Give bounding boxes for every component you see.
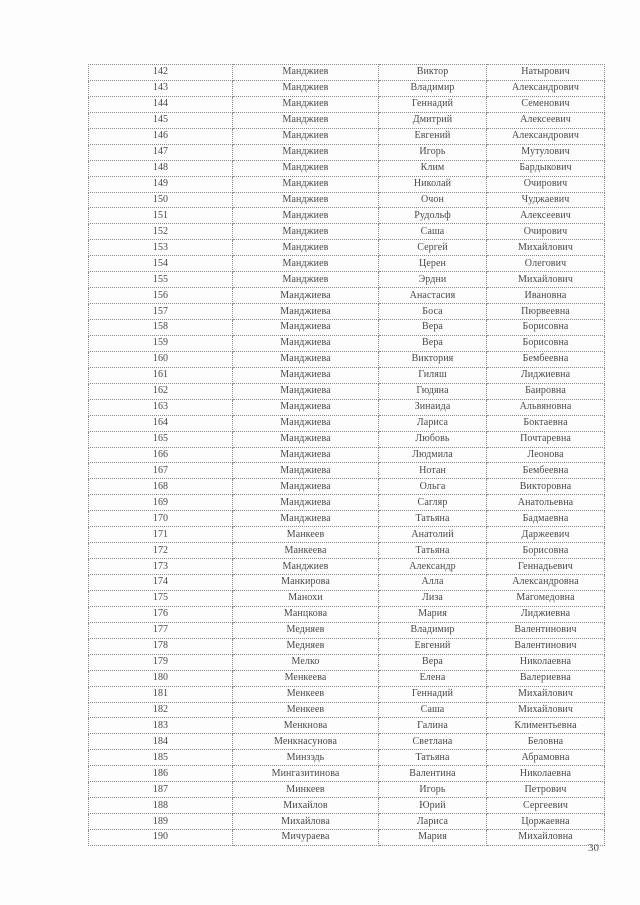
patronymic-cell: Александрович [487, 128, 605, 144]
row-number-cell: 180 [89, 670, 233, 686]
patronymic-cell: Михайлович [487, 686, 605, 702]
row-number-cell: 190 [89, 830, 233, 846]
row-number-cell: 160 [89, 351, 233, 367]
table-row [89, 750, 605, 766]
first-name-cell: Гиляш [379, 367, 487, 383]
first-name-cell: Владимир [379, 80, 487, 96]
names-table-body [89, 65, 605, 846]
row-number-cell: 159 [89, 335, 233, 351]
patronymic-cell: Николаевна [487, 654, 605, 670]
row-number-cell: 147 [89, 144, 233, 160]
row-number-cell: 149 [89, 176, 233, 192]
patronymic-cell: Семенович [487, 96, 605, 112]
row-number-cell: 156 [89, 288, 233, 304]
patronymic-cell: Цоржаевна [487, 814, 605, 830]
last-name-cell: Манджиев [233, 96, 379, 112]
row-number-cell: 188 [89, 798, 233, 814]
last-name-cell: Менкеева [233, 670, 379, 686]
last-name-cell: Манохи [233, 590, 379, 606]
table-row [89, 65, 605, 81]
table-row [89, 320, 605, 336]
names-table [88, 64, 605, 846]
patronymic-cell: Бадмаевна [487, 511, 605, 527]
patronymic-cell: Николаевна [487, 766, 605, 782]
row-number-cell: 155 [89, 272, 233, 288]
last-name-cell: Манджиева [233, 383, 379, 399]
row-number-cell: 176 [89, 606, 233, 622]
table-row [89, 686, 605, 702]
table-row [89, 224, 605, 240]
row-number-cell: 172 [89, 543, 233, 559]
last-name-cell: Менкеев [233, 702, 379, 718]
last-name-cell: Манджиев [233, 112, 379, 128]
first-name-cell: Мария [379, 830, 487, 846]
table-row [89, 128, 605, 144]
last-name-cell: Манджиева [233, 511, 379, 527]
last-name-cell: Мелко [233, 654, 379, 670]
patronymic-cell: Лиджиевна [487, 606, 605, 622]
first-name-cell: Людмила [379, 447, 487, 463]
last-name-cell: Манджиева [233, 399, 379, 415]
patronymic-cell: Борисовна [487, 335, 605, 351]
patronymic-cell: Баировна [487, 383, 605, 399]
patronymic-cell: Почтаревна [487, 431, 605, 447]
first-name-cell: Владимир [379, 622, 487, 638]
table-row [89, 144, 605, 160]
table-row [89, 288, 605, 304]
first-name-cell: Лариса [379, 415, 487, 431]
row-number-cell: 144 [89, 96, 233, 112]
first-name-cell: Светлана [379, 734, 487, 750]
patronymic-cell: Михайлович [487, 272, 605, 288]
last-name-cell: Манкирова [233, 575, 379, 591]
first-name-cell: Сагляр [379, 495, 487, 511]
first-name-cell: Мария [379, 606, 487, 622]
row-number-cell: 170 [89, 511, 233, 527]
patronymic-cell: Борисовна [487, 543, 605, 559]
first-name-cell: Нотан [379, 463, 487, 479]
row-number-cell: 177 [89, 622, 233, 638]
table-row [89, 399, 605, 415]
table-row [89, 367, 605, 383]
first-name-cell: Александр [379, 559, 487, 575]
last-name-cell: Манджиев [233, 559, 379, 575]
patronymic-cell: Олегович [487, 256, 605, 272]
first-name-cell: Гюдяна [379, 383, 487, 399]
last-name-cell: Манджиев [233, 160, 379, 176]
first-name-cell: Боса [379, 304, 487, 320]
row-number-cell: 169 [89, 495, 233, 511]
first-name-cell: Валентина [379, 766, 487, 782]
table-row [89, 96, 605, 112]
table-row [89, 670, 605, 686]
table-row [89, 192, 605, 208]
patronymic-cell: Натырович [487, 65, 605, 81]
table-row [89, 622, 605, 638]
table-row [89, 351, 605, 367]
patronymic-cell: Сергеевич [487, 798, 605, 814]
last-name-cell: Манджиева [233, 415, 379, 431]
last-name-cell: Манкеева [233, 543, 379, 559]
last-name-cell: Медняев [233, 622, 379, 638]
first-name-cell: Татьяна [379, 543, 487, 559]
last-name-cell: Манджиев [233, 192, 379, 208]
last-name-cell: Манкеев [233, 527, 379, 543]
patronymic-cell: Леонова [487, 447, 605, 463]
row-number-cell: 150 [89, 192, 233, 208]
first-name-cell: Любовь [379, 431, 487, 447]
row-number-cell: 162 [89, 383, 233, 399]
patronymic-cell: Бембеевна [487, 463, 605, 479]
last-name-cell: Минкеев [233, 782, 379, 798]
first-name-cell: Церен [379, 256, 487, 272]
patronymic-cell: Михайлович [487, 240, 605, 256]
last-name-cell: Михайлов [233, 798, 379, 814]
patronymic-cell: Лиджиевна [487, 367, 605, 383]
first-name-cell: Татьяна [379, 511, 487, 527]
last-name-cell: Манджиева [233, 463, 379, 479]
table-row [89, 256, 605, 272]
first-name-cell: Вера [379, 320, 487, 336]
patronymic-cell: Абрамовна [487, 750, 605, 766]
patronymic-cell: Магомедовна [487, 590, 605, 606]
table-row [89, 559, 605, 575]
patronymic-cell: Очирович [487, 224, 605, 240]
last-name-cell: Манджиев [233, 65, 379, 81]
row-number-cell: 186 [89, 766, 233, 782]
last-name-cell: Менкнасунова [233, 734, 379, 750]
first-name-cell: Геннадий [379, 96, 487, 112]
row-number-cell: 152 [89, 224, 233, 240]
patronymic-cell: Михайлович [487, 702, 605, 718]
row-number-cell: 143 [89, 80, 233, 96]
last-name-cell: Манджиев [233, 80, 379, 96]
patronymic-cell: Боктаевна [487, 415, 605, 431]
first-name-cell: Дмитрий [379, 112, 487, 128]
patronymic-cell: Анатольевна [487, 495, 605, 511]
patronymic-cell: Валентинович [487, 638, 605, 654]
first-name-cell: Эрдни [379, 272, 487, 288]
patronymic-cell: Алексеевич [487, 112, 605, 128]
table-row [89, 798, 605, 814]
first-name-cell: Алла [379, 575, 487, 591]
table-row [89, 495, 605, 511]
last-name-cell: Манджиев [233, 256, 379, 272]
patronymic-cell: Альвяновна [487, 399, 605, 415]
first-name-cell: Ольга [379, 479, 487, 495]
table-row [89, 527, 605, 543]
last-name-cell: Манджиева [233, 304, 379, 320]
row-number-cell: 184 [89, 734, 233, 750]
first-name-cell: Виктор [379, 65, 487, 81]
first-name-cell: Игорь [379, 144, 487, 160]
row-number-cell: 142 [89, 65, 233, 81]
table-row [89, 431, 605, 447]
patronymic-cell: Беловна [487, 734, 605, 750]
last-name-cell: Манджиев [233, 128, 379, 144]
first-name-cell: Елена [379, 670, 487, 686]
row-number-cell: 163 [89, 399, 233, 415]
last-name-cell: Манджиева [233, 447, 379, 463]
last-name-cell: Манджиев [233, 176, 379, 192]
patronymic-cell: Валериевна [487, 670, 605, 686]
first-name-cell: Николай [379, 176, 487, 192]
first-name-cell: Евгений [379, 638, 487, 654]
first-name-cell: Очон [379, 192, 487, 208]
patronymic-cell: Александрович [487, 80, 605, 96]
first-name-cell: Саша [379, 224, 487, 240]
table-row [89, 415, 605, 431]
row-number-cell: 151 [89, 208, 233, 224]
row-number-cell: 171 [89, 527, 233, 543]
last-name-cell: Менкнова [233, 718, 379, 734]
table-row [89, 606, 605, 622]
row-number-cell: 161 [89, 367, 233, 383]
table-row [89, 304, 605, 320]
table-row [89, 543, 605, 559]
table-row [89, 511, 605, 527]
first-name-cell: Лиза [379, 590, 487, 606]
row-number-cell: 158 [89, 320, 233, 336]
last-name-cell: Манджиева [233, 367, 379, 383]
row-number-cell: 157 [89, 304, 233, 320]
patronymic-cell: Ивановна [487, 288, 605, 304]
table-row [89, 590, 605, 606]
last-name-cell: Манджиева [233, 479, 379, 495]
table-row [89, 766, 605, 782]
last-name-cell: Минзэдь [233, 750, 379, 766]
first-name-cell: Татьяна [379, 750, 487, 766]
patronymic-cell: Петрович [487, 782, 605, 798]
patronymic-cell: Александровна [487, 575, 605, 591]
patronymic-cell: Мутулович [487, 144, 605, 160]
table-row [89, 112, 605, 128]
row-number-cell: 189 [89, 814, 233, 830]
row-number-cell: 174 [89, 575, 233, 591]
table-row [89, 638, 605, 654]
table-row [89, 814, 605, 830]
table-row [89, 654, 605, 670]
row-number-cell: 145 [89, 112, 233, 128]
first-name-cell: Клим [379, 160, 487, 176]
table-row [89, 830, 605, 846]
table-row [89, 240, 605, 256]
last-name-cell: Манджиева [233, 320, 379, 336]
first-name-cell: Сергей [379, 240, 487, 256]
row-number-cell: 185 [89, 750, 233, 766]
row-number-cell: 175 [89, 590, 233, 606]
table-row [89, 718, 605, 734]
last-name-cell: Манджиева [233, 431, 379, 447]
table-row [89, 782, 605, 798]
last-name-cell: Мичураева [233, 830, 379, 846]
table-row [89, 80, 605, 96]
table-row [89, 575, 605, 591]
last-name-cell: Мингазитинова [233, 766, 379, 782]
last-name-cell: Манджиева [233, 288, 379, 304]
last-name-cell: Манджиев [233, 224, 379, 240]
first-name-cell: Виктория [379, 351, 487, 367]
patronymic-cell: Чуджаевич [487, 192, 605, 208]
patronymic-cell: Михайловна [487, 830, 605, 846]
table-row [89, 463, 605, 479]
last-name-cell: Михайлова [233, 814, 379, 830]
table-row [89, 272, 605, 288]
row-number-cell: 167 [89, 463, 233, 479]
row-number-cell: 181 [89, 686, 233, 702]
row-number-cell: 168 [89, 479, 233, 495]
row-number-cell: 178 [89, 638, 233, 654]
table-row [89, 208, 605, 224]
patronymic-cell: Климентьевна [487, 718, 605, 734]
last-name-cell: Манджиев [233, 240, 379, 256]
row-number-cell: 148 [89, 160, 233, 176]
first-name-cell: Лариса [379, 814, 487, 830]
table-row [89, 479, 605, 495]
last-name-cell: Манджиева [233, 351, 379, 367]
row-number-cell: 173 [89, 559, 233, 575]
table-row [89, 702, 605, 718]
last-name-cell: Манджиев [233, 272, 379, 288]
first-name-cell: Вера [379, 654, 487, 670]
row-number-cell: 179 [89, 654, 233, 670]
last-name-cell: Манджиева [233, 495, 379, 511]
table-row [89, 160, 605, 176]
table-row [89, 176, 605, 192]
last-name-cell: Манцкова [233, 606, 379, 622]
first-name-cell: Юрий [379, 798, 487, 814]
first-name-cell: Вера [379, 335, 487, 351]
first-name-cell: Евгений [379, 128, 487, 144]
patronymic-cell: Алексеевич [487, 208, 605, 224]
patronymic-cell: Бембеевна [487, 351, 605, 367]
row-number-cell: 146 [89, 128, 233, 144]
table-row [89, 335, 605, 351]
first-name-cell: Галина [379, 718, 487, 734]
last-name-cell: Манджиев [233, 208, 379, 224]
first-name-cell: Рудольф [379, 208, 487, 224]
patronymic-cell: Очирович [487, 176, 605, 192]
row-number-cell: 183 [89, 718, 233, 734]
row-number-cell: 165 [89, 431, 233, 447]
patronymic-cell: Викторовна [487, 479, 605, 495]
patronymic-cell: Геннадьевич [487, 559, 605, 575]
table-row [89, 383, 605, 399]
row-number-cell: 154 [89, 256, 233, 272]
last-name-cell: Манджиева [233, 335, 379, 351]
patronymic-cell: Валентинович [487, 622, 605, 638]
last-name-cell: Менкеев [233, 686, 379, 702]
row-number-cell: 164 [89, 415, 233, 431]
row-number-cell: 182 [89, 702, 233, 718]
row-number-cell: 187 [89, 782, 233, 798]
first-name-cell: Зинаида [379, 399, 487, 415]
patronymic-cell: Борисовна [487, 320, 605, 336]
table-row [89, 734, 605, 750]
first-name-cell: Игорь [379, 782, 487, 798]
last-name-cell: Манджиев [233, 144, 379, 160]
row-number-cell: 153 [89, 240, 233, 256]
last-name-cell: Медняев [233, 638, 379, 654]
first-name-cell: Саша [379, 702, 487, 718]
first-name-cell: Анатолий [379, 527, 487, 543]
first-name-cell: Анастасия [379, 288, 487, 304]
patronymic-cell: Даржеевич [487, 527, 605, 543]
page-number: 30 [588, 842, 599, 854]
table-row [89, 447, 605, 463]
patronymic-cell: Пюрвеевна [487, 304, 605, 320]
first-name-cell: Геннадий [379, 686, 487, 702]
names-table-container [88, 64, 604, 846]
patronymic-cell: Бардыкович [487, 160, 605, 176]
row-number-cell: 166 [89, 447, 233, 463]
